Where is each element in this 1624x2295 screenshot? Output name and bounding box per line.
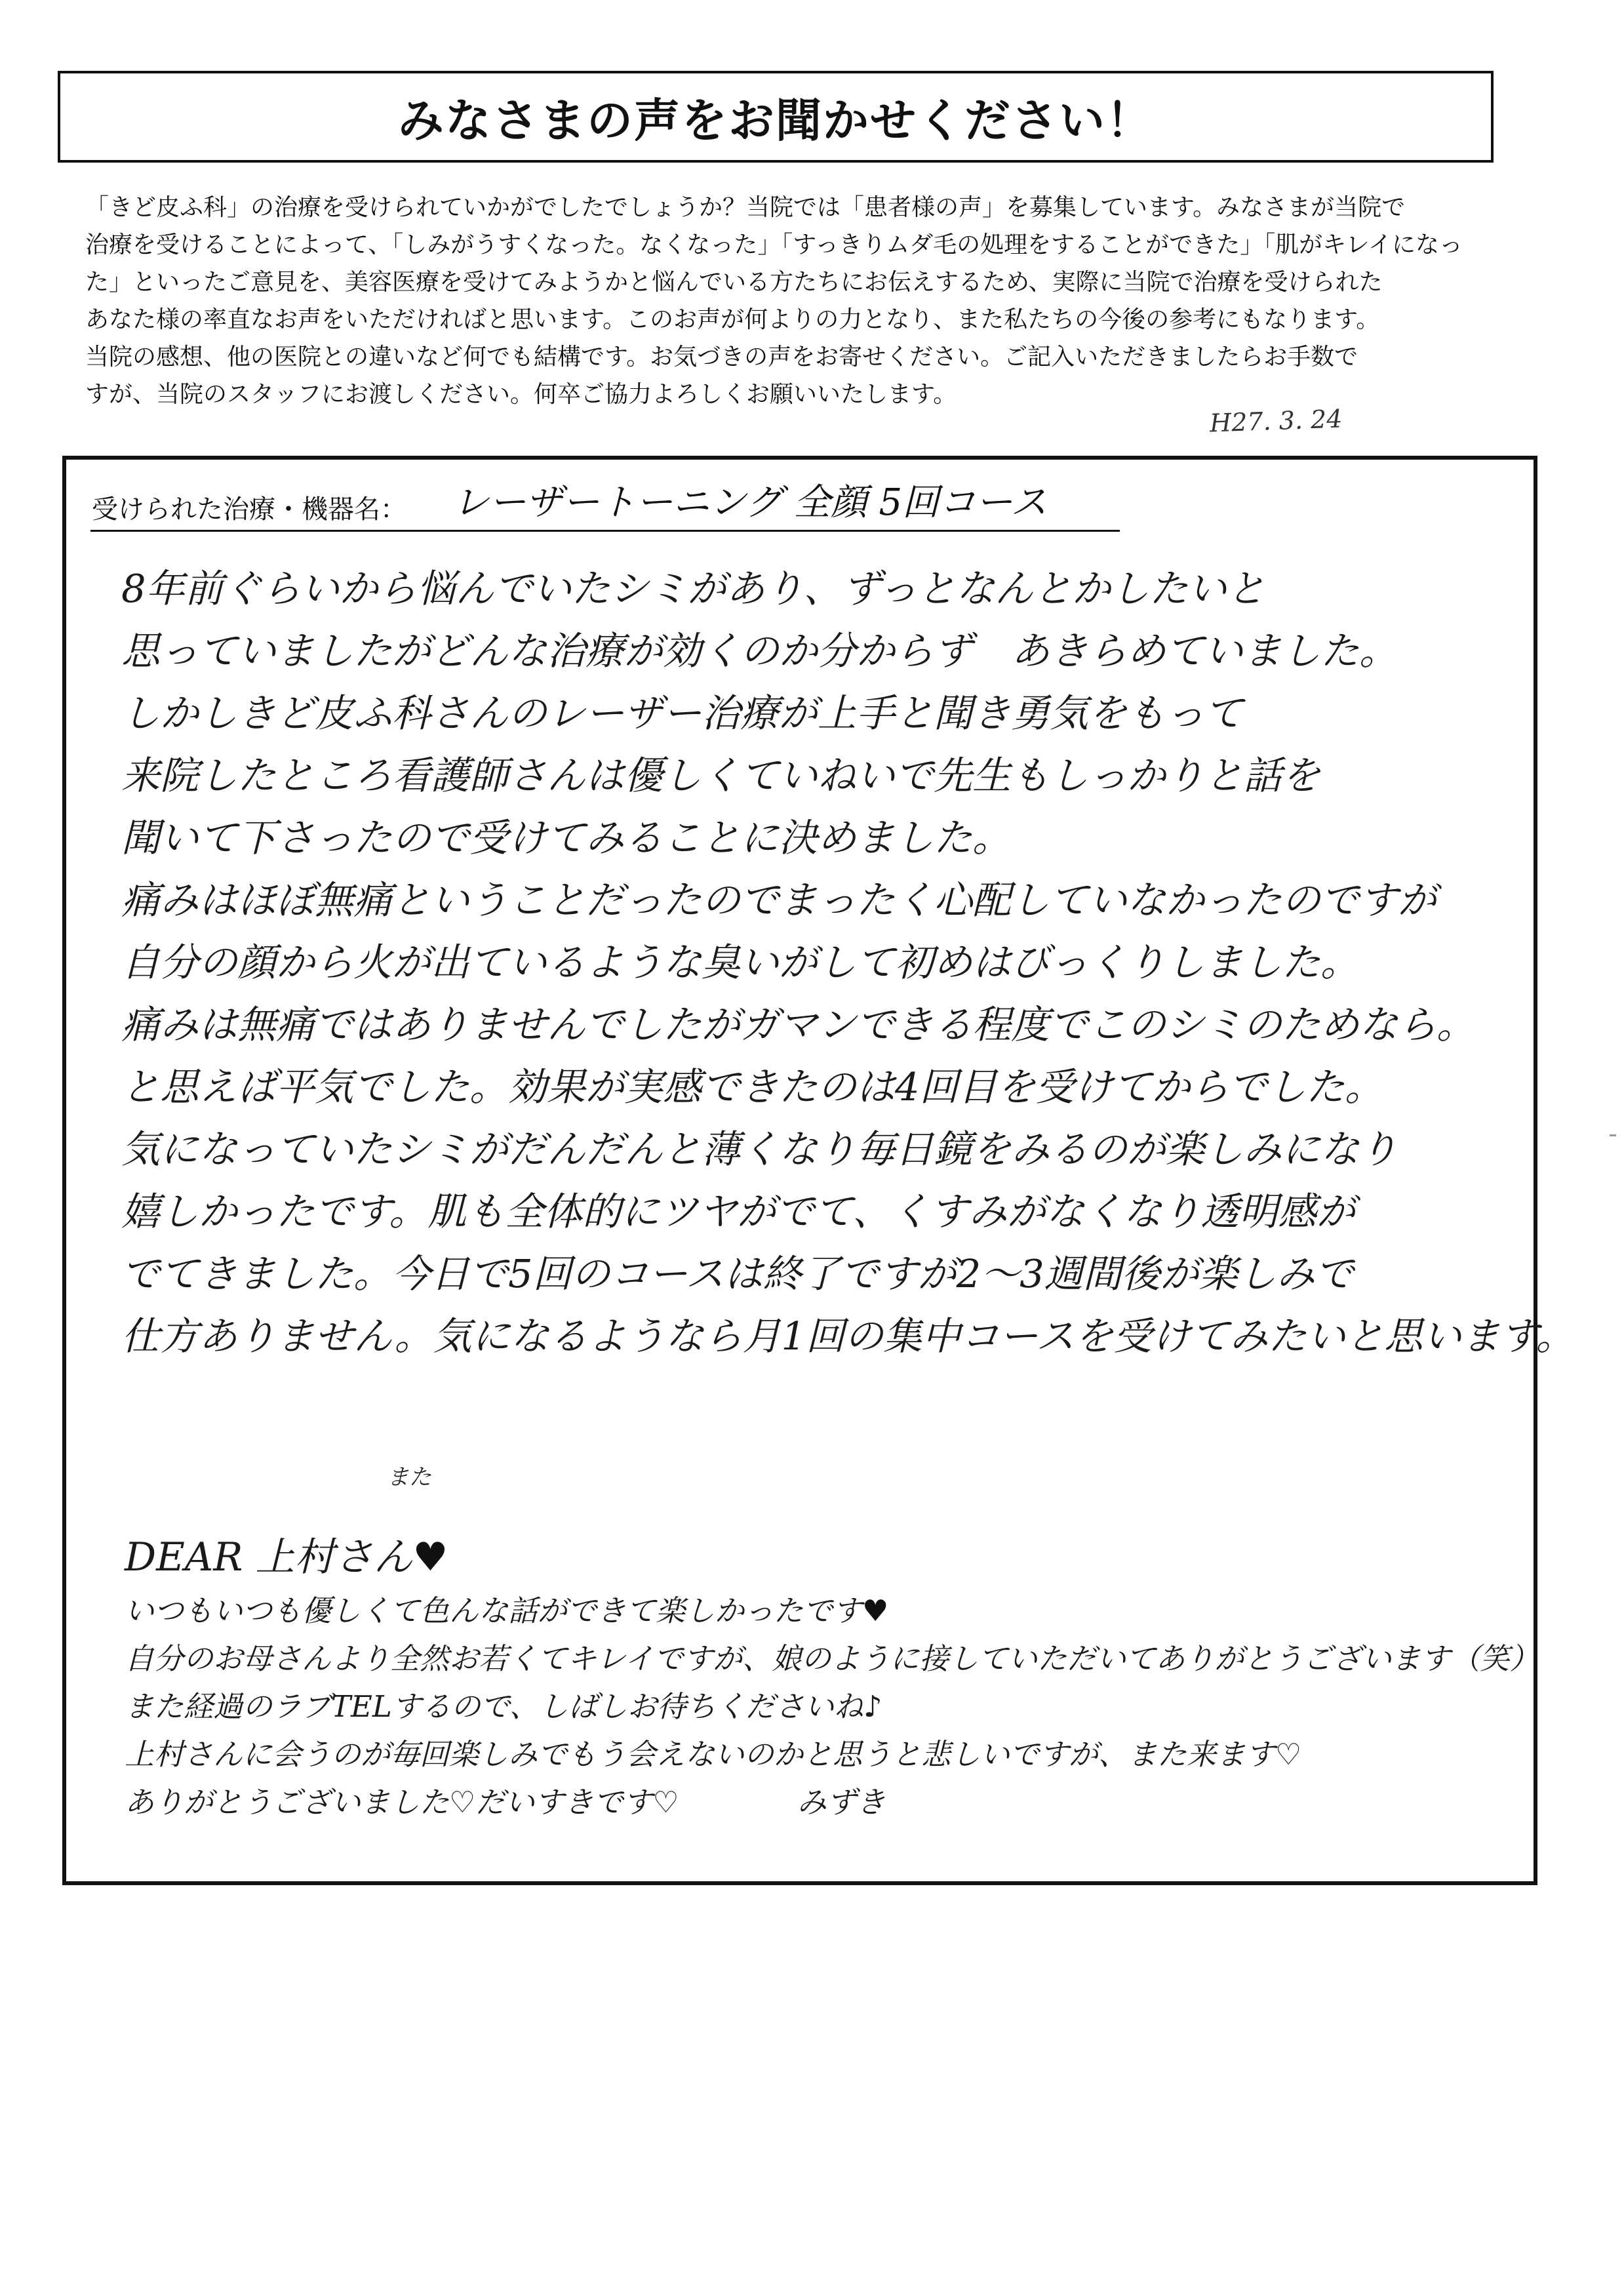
intro-line: すが、当院のスタッフにお渡しください。何卒ご協力よろしくお願いいたします。 (85, 381, 957, 408)
title-box (58, 71, 1494, 163)
comment-line: 思っていましたがどんな治療が効くのか分からず あきらめていました。 (121, 628, 1398, 673)
comment-line: 来院したところ看護師さんは優しくていねいで先生もしっかりと話を (121, 753, 1321, 798)
intro-line: 「きど皮ふ科」の治療を受けられていかがでしたでしょうか？当院では「患者様の声」を募集しています。みなさまが当院で (85, 194, 1406, 221)
comment-line: でてきました。今日で5回のコースは終了ですが2〜3週間後が楽しみで (121, 1251, 1354, 1296)
letter-line-text: いつもいつも優しくて色んな話ができて楽しかったです (125, 1593, 863, 1628)
letter-line: 自分のお母さんより全然お若くてキレイですが、娘のように接していただいてありがとうございます（笑） (125, 1641, 1539, 1676)
letter-greeting (125, 1528, 1515, 1587)
letter-line: また経過のラブTELするので、しばしお待ちくださいね♪ (125, 1689, 882, 1724)
letter-line (125, 1778, 1515, 1826)
comment-line: 痛みはほぼ無痛ということだったのでまったく心配していなかったのですが (121, 877, 1437, 923)
intro-line: 当院の感想、他の医院との違いなど何でも結構です。お気づきの声をお寄せください。ご記入いただきましたらお手数で (85, 344, 1358, 370)
comment-line: しかしきど皮ふ科さんのレーザー治療が上手と聞き勇気をもって (121, 690, 1244, 736)
signature: みずき (797, 1785, 886, 1820)
handwritten-letter (125, 1528, 1539, 1826)
comment-line: 自分の顔から火が出ているような臭いがして初めはびっくりしました。 (121, 940, 1360, 985)
comment-line: と思えば平気でした。効果が実感できたのは4回目を受けてからでした。 (121, 1064, 1383, 1109)
handwritten-date: H27. 3. 24 (1209, 404, 1343, 438)
letter-line (125, 1587, 1515, 1635)
letter-line: 上村さんに会うのが毎回楽しみでもう会えないのかと思うと悲しいですが、また来ます♡ (125, 1737, 1302, 1772)
greeting-text: DEAR 上村さん (125, 1534, 413, 1580)
intro-line: 治療を受けることによって、「しみがうすくなった。なくなった」「すっきりムダ毛の処理をすることができた」「肌がキレイになっ (85, 231, 1463, 258)
comment-line: 聞いて下さったので受けてみることに決めました。 (121, 815, 1012, 860)
handwritten-comment (121, 557, 1575, 1367)
intro-line: あなた様の率直なお声をいただければと思います。このお声が何よりの力となり、また私たちの今後の参考にもなります。 (85, 306, 1380, 333)
letter-line-text: ありがとうございました♡だいすきです♡ (125, 1785, 679, 1820)
scan-speck (1610, 1134, 1616, 1136)
treatment-value: レーザートーニング 全顔 5回コース (452, 481, 1048, 524)
comment-line: 痛みは無痛ではありませんでしたがガマンできる程度でこのシミのためなら。 (121, 1002, 1476, 1047)
page-title: みなさまの声をお聞かせください！ (398, 93, 1153, 148)
heart-icon: ♥ (412, 1534, 448, 1580)
treatment-underline (90, 530, 1120, 532)
intro-paragraph (85, 189, 1495, 413)
heart-icon: ♥ (862, 1593, 889, 1628)
comment-line: 8年前ぐらいから悩んでいたシミがあり、ずっとなんとかしたいと (121, 566, 1265, 611)
comment-line: 嬉しかったです。肌も全体的にツヤがでて、くすみがなくなり透明感が (121, 1189, 1356, 1234)
insert-note: また (387, 1464, 431, 1490)
treatment-label: 受けられた治療・機器名： (92, 494, 406, 525)
intro-line: た」といったご意見を、美容医療を受けてみようかと悩んでいる方たちにお伝えするため、実際に当院で治療を受けられた (85, 269, 1383, 296)
comment-line: 仕方ありません。気になるようなら月1回の集中コースを受けてみたいと思います。 (121, 1313, 1575, 1359)
comment-line: 気になっていたシミがだんだんと薄くなり毎日鏡をみるのが楽しみになり (121, 1127, 1398, 1172)
